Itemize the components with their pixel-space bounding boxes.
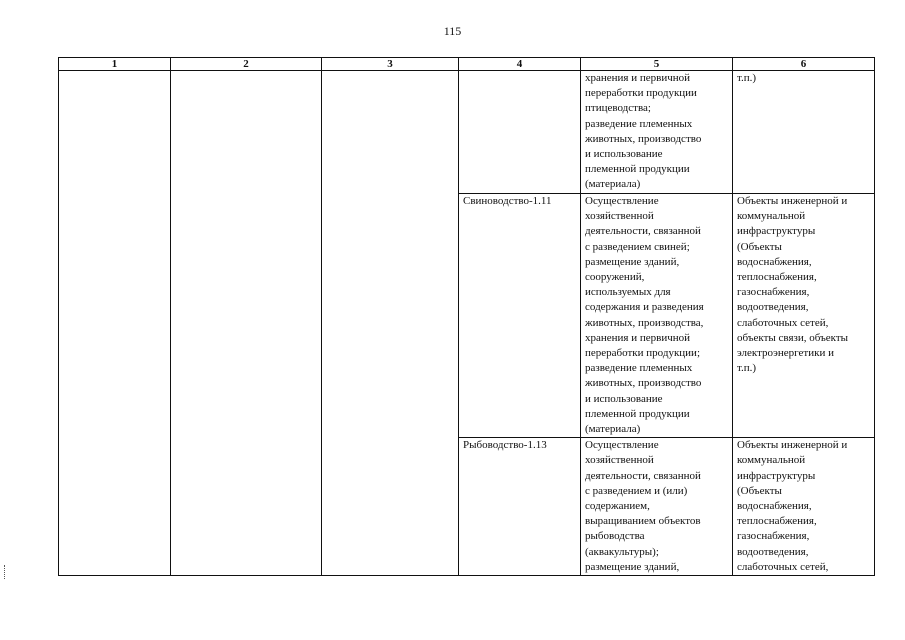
column-header-5: 5	[581, 58, 733, 71]
cell-description: хранения и первичной переработки продукции птицеводства; разведение племенных животных, производство и использование племенной продукции (материала)	[581, 71, 733, 194]
cell-col-1	[59, 71, 171, 576]
cell-description: Осуществление хозяйственной деятельности, связанной с разведением свиней; размещение зданий, сооружений, используемых для содержания и разведения животных, производства, хранения и первичной переработки продукции; разведение племенных животных, производство и использование племенной продукции (материала)	[581, 194, 733, 438]
land-use-table	[58, 57, 875, 576]
cell-col-3	[322, 71, 459, 576]
cell-infrastructure: Объекты инженерной и коммунальной инфраструктуры (Объекты водоснабжения, теплоснабжения, газоснабжения, водоотведения, слаботочных сетей, объекты связи, объекты электроэнергетики и т.п.)	[733, 194, 875, 438]
table-header-row	[59, 58, 875, 71]
column-header-4: 4	[459, 58, 581, 71]
column-header-3: 3	[322, 58, 459, 71]
cell-infrastructure: т.п.)	[733, 71, 875, 194]
column-header-6: 6	[733, 58, 875, 71]
cell-col-2	[171, 71, 322, 576]
column-header-1: 1	[59, 58, 171, 71]
cell-name: Рыбоводство-1.13	[459, 438, 581, 576]
cell-name	[459, 71, 581, 194]
table-row	[59, 71, 875, 194]
cell-name: Свиноводство-1.11	[459, 194, 581, 438]
scan-margin-mark	[4, 565, 8, 579]
cell-infrastructure: Объекты инженерной и коммунальной инфраструктуры (Объекты водоснабжения, теплоснабжения, газоснабжения, водоотведения, слаботочных сетей,	[733, 438, 875, 576]
cell-description: Осуществление хозяйственной деятельности, связанной с разведением и (или) содержанием, выращиванием объектов рыбоводства (аквакультуры); размещение зданий,	[581, 438, 733, 576]
page-number: 115	[443, 24, 462, 38]
column-header-2: 2	[171, 58, 322, 71]
